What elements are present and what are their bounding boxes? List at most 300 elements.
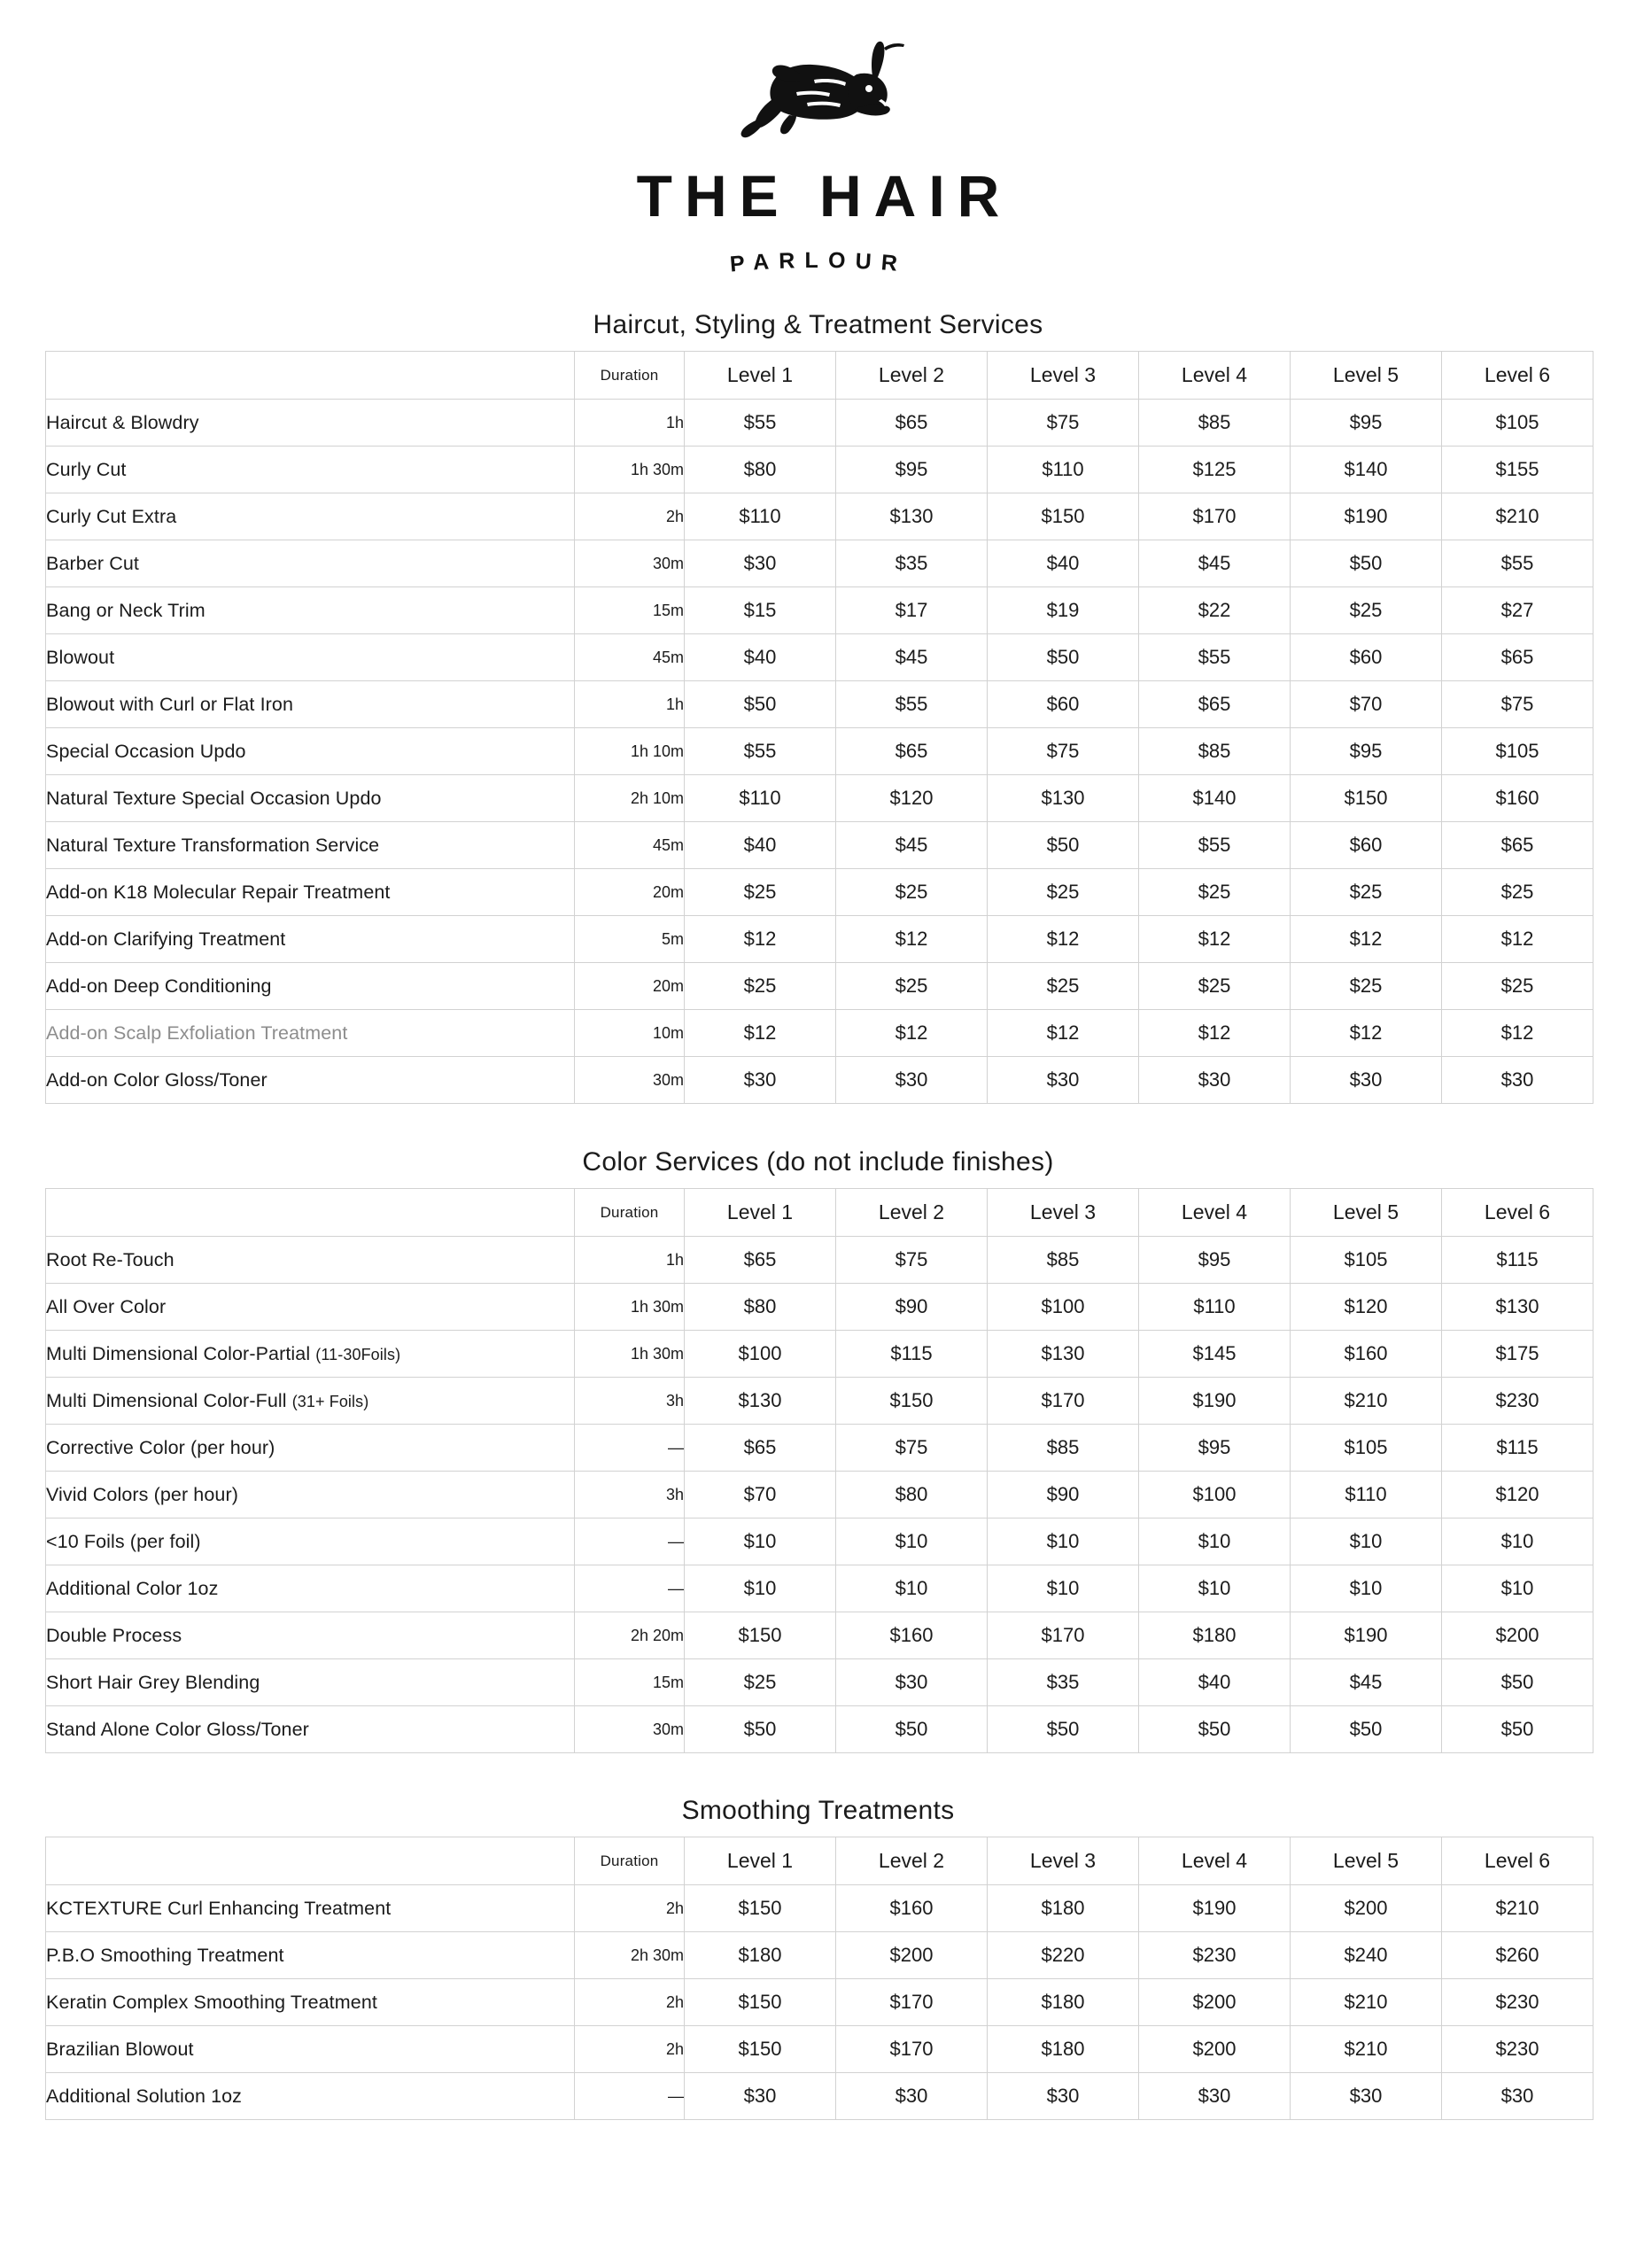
price-level-4: $170 (1139, 493, 1291, 540)
price-level-1: $40 (685, 634, 836, 681)
smoothing-table-body (46, 1885, 1593, 2120)
price-level-4: $110 (1139, 1284, 1291, 1331)
service-name: Additional Solution 1oz (46, 2073, 575, 2120)
price-level-4: $40 (1139, 1659, 1291, 1706)
price-level-1: $12 (685, 916, 836, 963)
price-level-1: $80 (685, 1284, 836, 1331)
service-duration: 1h 10m (575, 728, 685, 775)
price-level-6: $55 (1442, 540, 1593, 587)
table-row (46, 1378, 1593, 1425)
price-level-4: $12 (1139, 916, 1291, 963)
price-level-1: $55 (685, 400, 836, 447)
service-duration: 1h 30m (575, 447, 685, 493)
price-level-5: $95 (1291, 400, 1442, 447)
price-level-3: $30 (988, 2073, 1139, 2120)
table-row (46, 1284, 1593, 1331)
column-header-duration: Duration (575, 352, 685, 400)
table-row (46, 1331, 1593, 1378)
table-row (46, 1979, 1593, 2026)
price-level-4: $65 (1139, 681, 1291, 728)
table-row (46, 1612, 1593, 1659)
table-row (46, 2026, 1593, 2073)
price-level-2: $130 (836, 493, 988, 540)
service-duration: 2h 10m (575, 775, 685, 822)
price-level-5: $50 (1291, 1706, 1442, 1753)
price-level-3: $30 (988, 1057, 1139, 1104)
service-name: Multi Dimensional Color-Partial (11-30Foils) (46, 1331, 575, 1378)
price-level-6: $115 (1442, 1425, 1593, 1472)
service-name: Curly Cut (46, 447, 575, 493)
price-level-2: $12 (836, 916, 988, 963)
price-level-5: $50 (1291, 540, 1442, 587)
service-duration: — (575, 1425, 685, 1472)
table-header-row (46, 1837, 1593, 1885)
brand-subtitle (45, 248, 1591, 284)
table-row (46, 447, 1593, 493)
column-header-level-6: Level 6 (1442, 1837, 1593, 1885)
price-level-3: $50 (988, 1706, 1139, 1753)
price-level-6: $10 (1442, 1565, 1593, 1612)
column-header-level-4: Level 4 (1139, 352, 1291, 400)
price-level-1: $25 (685, 963, 836, 1010)
price-level-1: $150 (685, 1979, 836, 2026)
table-row (46, 1659, 1593, 1706)
price-level-3: $150 (988, 493, 1139, 540)
table-row (46, 1706, 1593, 1753)
column-header-level-1: Level 1 (685, 1189, 836, 1237)
price-level-1: $180 (685, 1932, 836, 1979)
service-name: Special Occasion Updo (46, 728, 575, 775)
price-level-1: $25 (685, 869, 836, 916)
service-name-detail: (31+ Foils) (291, 1392, 369, 1410)
table-row (46, 1932, 1593, 1979)
service-name: Additional Color 1oz (46, 1565, 575, 1612)
price-level-1: $40 (685, 822, 836, 869)
haircut-table-body (46, 400, 1593, 1104)
column-header-duration: Duration (575, 1189, 685, 1237)
service-name: Double Process (46, 1612, 575, 1659)
service-name: Natural Texture Transformation Service (46, 822, 575, 869)
price-level-2: $35 (836, 540, 988, 587)
price-level-6: $27 (1442, 587, 1593, 634)
column-header-level-5: Level 5 (1291, 352, 1442, 400)
price-level-4: $55 (1139, 822, 1291, 869)
price-level-1: $10 (685, 1518, 836, 1565)
table-row (46, 869, 1593, 916)
service-name: Haircut & Blowdry (46, 400, 575, 447)
price-level-4: $85 (1139, 728, 1291, 775)
column-header-level-6: Level 6 (1442, 1189, 1593, 1237)
table-row (46, 1472, 1593, 1518)
table-header-row (46, 1189, 1593, 1237)
price-level-5: $150 (1291, 775, 1442, 822)
price-level-4: $22 (1139, 587, 1291, 634)
service-name: Bang or Neck Trim (46, 587, 575, 634)
table-row (46, 728, 1593, 775)
table-row (46, 400, 1593, 447)
column-header-level-3: Level 3 (988, 1837, 1139, 1885)
service-duration: — (575, 1518, 685, 1565)
price-level-2: $120 (836, 775, 988, 822)
service-name-detail: (11-30Foils) (315, 1345, 401, 1363)
price-level-4: $30 (1139, 1057, 1291, 1104)
table-row (46, 1057, 1593, 1104)
price-level-4: $50 (1139, 1706, 1291, 1753)
brand-header (45, 0, 1591, 284)
price-level-2: $30 (836, 2073, 988, 2120)
price-level-4: $10 (1139, 1518, 1291, 1565)
column-header-level-6: Level 6 (1442, 352, 1593, 400)
price-level-5: $190 (1291, 493, 1442, 540)
service-name: Multi Dimensional Color-Full (31+ Foils) (46, 1378, 575, 1425)
price-level-1: $150 (685, 2026, 836, 2073)
price-level-5: $210 (1291, 1378, 1442, 1425)
service-name: Add-on Color Gloss/Toner (46, 1057, 575, 1104)
column-header-level-4: Level 4 (1139, 1189, 1291, 1237)
price-level-6: $160 (1442, 775, 1593, 822)
price-level-1: $10 (685, 1565, 836, 1612)
column-header-level-1: Level 1 (685, 352, 836, 400)
price-level-6: $30 (1442, 2073, 1593, 2120)
price-level-6: $230 (1442, 2026, 1593, 2073)
price-level-3: $110 (988, 447, 1139, 493)
service-name: KCTEXTURE Curl Enhancing Treatment (46, 1885, 575, 1932)
price-level-4: $145 (1139, 1331, 1291, 1378)
service-duration: 1h (575, 400, 685, 447)
price-level-6: $105 (1442, 728, 1593, 775)
column-header-level-5: Level 5 (1291, 1837, 1442, 1885)
price-level-5: $190 (1291, 1612, 1442, 1659)
price-level-6: $155 (1442, 447, 1593, 493)
service-name: Add-on Deep Conditioning (46, 963, 575, 1010)
table-row (46, 1885, 1593, 1932)
price-level-2: $10 (836, 1518, 988, 1565)
service-duration: 45m (575, 822, 685, 869)
price-level-1: $100 (685, 1331, 836, 1378)
table-row (46, 963, 1593, 1010)
price-level-1: $65 (685, 1425, 836, 1472)
price-level-6: $75 (1442, 681, 1593, 728)
price-level-3: $100 (988, 1284, 1139, 1331)
price-level-1: $30 (685, 540, 836, 587)
price-level-6: $200 (1442, 1612, 1593, 1659)
service-duration: 30m (575, 1057, 685, 1104)
price-level-2: $160 (836, 1612, 988, 1659)
price-level-2: $12 (836, 1010, 988, 1057)
price-level-6: $50 (1442, 1706, 1593, 1753)
column-header-level-3: Level 3 (988, 1189, 1139, 1237)
price-level-5: $210 (1291, 1979, 1442, 2026)
price-level-5: $110 (1291, 1472, 1442, 1518)
price-level-3: $130 (988, 1331, 1139, 1378)
price-level-5: $240 (1291, 1932, 1442, 1979)
price-level-3: $180 (988, 1979, 1139, 2026)
price-level-6: $25 (1442, 963, 1593, 1010)
price-level-1: $55 (685, 728, 836, 775)
price-level-1: $70 (685, 1472, 836, 1518)
price-level-3: $12 (988, 1010, 1139, 1057)
service-duration: 1h (575, 681, 685, 728)
table-row (46, 1237, 1593, 1284)
price-level-2: $75 (836, 1237, 988, 1284)
section-title-smoothing: Smoothing Treatments (681, 1796, 955, 1825)
price-level-2: $150 (836, 1378, 988, 1425)
price-level-2: $95 (836, 447, 988, 493)
service-name: Stand Alone Color Gloss/Toner (46, 1706, 575, 1753)
service-duration: 30m (575, 540, 685, 587)
price-level-2: $90 (836, 1284, 988, 1331)
service-name: Add-on Clarifying Treatment (46, 916, 575, 963)
price-level-3: $170 (988, 1612, 1139, 1659)
service-name: Short Hair Grey Blending (46, 1659, 575, 1706)
service-duration: 2h 20m (575, 1612, 685, 1659)
price-level-5: $200 (1291, 1885, 1442, 1932)
column-header-level-2: Level 2 (836, 1837, 988, 1885)
column-header-level-4: Level 4 (1139, 1837, 1291, 1885)
service-duration: 15m (575, 587, 685, 634)
price-level-2: $17 (836, 587, 988, 634)
service-duration: 3h (575, 1472, 685, 1518)
service-name: Add-on K18 Molecular Repair Treatment (46, 869, 575, 916)
price-level-2: $170 (836, 2026, 988, 2073)
price-level-1: $110 (685, 493, 836, 540)
price-level-3: $180 (988, 2026, 1139, 2073)
price-level-4: $25 (1139, 963, 1291, 1010)
service-name: Brazilian Blowout (46, 2026, 575, 2073)
service-duration: 2h (575, 1885, 685, 1932)
column-header-duration: Duration (575, 1837, 685, 1885)
price-level-6: $12 (1442, 916, 1593, 963)
price-level-4: $190 (1139, 1885, 1291, 1932)
price-level-4: $45 (1139, 540, 1291, 587)
price-level-1: $12 (685, 1010, 836, 1057)
color-services-table (45, 1188, 1593, 1753)
price-level-2: $160 (836, 1885, 988, 1932)
service-name: Keratin Complex Smoothing Treatment (46, 1979, 575, 2026)
service-name: Blowout (46, 634, 575, 681)
price-level-5: $160 (1291, 1331, 1442, 1378)
service-duration: 45m (575, 634, 685, 681)
price-level-2: $80 (836, 1472, 988, 1518)
price-level-4: $200 (1139, 2026, 1291, 2073)
price-level-1: $150 (685, 1885, 836, 1932)
price-level-6: $260 (1442, 1932, 1593, 1979)
rabbit-logo-icon (708, 39, 929, 145)
price-level-3: $25 (988, 963, 1139, 1010)
column-header-level-2: Level 2 (836, 352, 988, 400)
price-level-4: $95 (1139, 1237, 1291, 1284)
price-level-5: $25 (1291, 587, 1442, 634)
price-level-3: $40 (988, 540, 1139, 587)
service-name: Barber Cut (46, 540, 575, 587)
price-level-4: $12 (1139, 1010, 1291, 1057)
price-level-1: $110 (685, 775, 836, 822)
price-level-5: $70 (1291, 681, 1442, 728)
service-name: Blowout with Curl or Flat Iron (46, 681, 575, 728)
service-name: <10 Foils (per foil) (46, 1518, 575, 1565)
table-row (46, 822, 1593, 869)
price-level-6: $50 (1442, 1659, 1593, 1706)
price-level-1: $130 (685, 1378, 836, 1425)
service-duration: 2h (575, 2026, 685, 2073)
price-level-6: $115 (1442, 1237, 1593, 1284)
price-level-6: $65 (1442, 634, 1593, 681)
price-level-2: $45 (836, 634, 988, 681)
color-table-body (46, 1237, 1593, 1753)
price-level-5: $30 (1291, 1057, 1442, 1104)
service-duration: 1h 30m (575, 1284, 685, 1331)
service-name: All Over Color (46, 1284, 575, 1331)
price-level-4: $10 (1139, 1565, 1291, 1612)
price-level-6: $120 (1442, 1472, 1593, 1518)
price-level-1: $15 (685, 587, 836, 634)
price-level-2: $170 (836, 1979, 988, 2026)
price-level-5: $10 (1291, 1518, 1442, 1565)
column-header-level-2: Level 2 (836, 1189, 988, 1237)
price-level-4: $55 (1139, 634, 1291, 681)
price-level-6: $12 (1442, 1010, 1593, 1057)
price-level-6: $210 (1442, 1885, 1593, 1932)
price-level-5: $12 (1291, 1010, 1442, 1057)
brand-name: THE HAIR (636, 163, 1012, 229)
price-level-4: $125 (1139, 447, 1291, 493)
price-level-2: $10 (836, 1565, 988, 1612)
service-name: Natural Texture Special Occasion Updo (46, 775, 575, 822)
price-level-3: $220 (988, 1932, 1139, 1979)
service-duration: — (575, 2073, 685, 2120)
price-level-3: $50 (988, 822, 1139, 869)
price-level-3: $50 (988, 634, 1139, 681)
price-level-4: $140 (1139, 775, 1291, 822)
price-level-6: $230 (1442, 1979, 1593, 2026)
price-level-2: $115 (836, 1331, 988, 1378)
service-duration: 2h (575, 493, 685, 540)
service-name: Vivid Colors (per hour) (46, 1472, 575, 1518)
price-level-1: $65 (685, 1237, 836, 1284)
table-header-row (46, 352, 1593, 400)
service-duration: — (575, 1565, 685, 1612)
service-name: Curly Cut Extra (46, 493, 575, 540)
table-row (46, 681, 1593, 728)
service-name: Root Re-Touch (46, 1237, 575, 1284)
price-level-6: $105 (1442, 400, 1593, 447)
price-level-6: $25 (1442, 869, 1593, 916)
price-level-5: $12 (1291, 916, 1442, 963)
price-level-3: $75 (988, 400, 1139, 447)
price-level-2: $75 (836, 1425, 988, 1472)
service-name: P.B.O Smoothing Treatment (46, 1932, 575, 1979)
price-level-6: $30 (1442, 1057, 1593, 1104)
service-duration: 2h (575, 1979, 685, 2026)
price-level-5: $105 (1291, 1237, 1442, 1284)
price-level-4: $85 (1139, 400, 1291, 447)
price-level-5: $60 (1291, 822, 1442, 869)
price-level-1: $50 (685, 1706, 836, 1753)
price-level-1: $30 (685, 1057, 836, 1104)
table-row (46, 775, 1593, 822)
service-name: Add-on Scalp Exfoliation Treatment (46, 1010, 575, 1057)
section-title-haircut: Haircut, Styling & Treatment Services (593, 310, 1043, 339)
table-row (46, 587, 1593, 634)
price-level-2: $50 (836, 1706, 988, 1753)
price-level-3: $130 (988, 775, 1139, 822)
price-level-5: $210 (1291, 2026, 1442, 2073)
price-level-3: $19 (988, 587, 1139, 634)
price-level-6: $10 (1442, 1518, 1593, 1565)
price-level-2: $30 (836, 1659, 988, 1706)
price-level-1: $80 (685, 447, 836, 493)
service-duration: 10m (575, 1010, 685, 1057)
price-level-4: $180 (1139, 1612, 1291, 1659)
column-header-service (46, 1189, 575, 1237)
table-row (46, 540, 1593, 587)
price-level-2: $25 (836, 963, 988, 1010)
price-level-3: $35 (988, 1659, 1139, 1706)
price-level-3: $75 (988, 728, 1139, 775)
table-row (46, 634, 1593, 681)
price-level-3: $60 (988, 681, 1139, 728)
price-level-6: $130 (1442, 1284, 1593, 1331)
price-level-1: $25 (685, 1659, 836, 1706)
price-level-5: $95 (1291, 728, 1442, 775)
price-level-3: $10 (988, 1518, 1139, 1565)
price-level-1: $30 (685, 2073, 836, 2120)
service-duration: 5m (575, 916, 685, 963)
price-level-2: $65 (836, 400, 988, 447)
price-level-6: $175 (1442, 1331, 1593, 1378)
service-duration: 2h 30m (575, 1932, 685, 1979)
svg-text:PARLOUR: PARLOUR (728, 248, 908, 277)
price-level-5: $60 (1291, 634, 1442, 681)
price-level-5: $25 (1291, 869, 1442, 916)
price-level-2: $200 (836, 1932, 988, 1979)
price-level-4: $25 (1139, 869, 1291, 916)
column-header-level-3: Level 3 (988, 352, 1139, 400)
service-duration: 30m (575, 1706, 685, 1753)
table-row (46, 1010, 1593, 1057)
price-level-5: $45 (1291, 1659, 1442, 1706)
price-level-2: $55 (836, 681, 988, 728)
table-row (46, 2073, 1593, 2120)
column-header-service (46, 1837, 575, 1885)
price-level-3: $10 (988, 1565, 1139, 1612)
service-duration: 3h (575, 1378, 685, 1425)
table-row (46, 1518, 1593, 1565)
price-level-4: $30 (1139, 2073, 1291, 2120)
price-level-6: $230 (1442, 1378, 1593, 1425)
section-title-color: Color Services (do not include finishes) (582, 1147, 1054, 1177)
column-header-level-1: Level 1 (685, 1837, 836, 1885)
table-row (46, 1425, 1593, 1472)
price-level-5: $25 (1291, 963, 1442, 1010)
service-duration: 15m (575, 1659, 685, 1706)
smoothing-treatments-table (45, 1837, 1593, 2120)
price-level-3: $85 (988, 1425, 1139, 1472)
price-level-3: $25 (988, 869, 1139, 916)
price-level-5: $10 (1291, 1565, 1442, 1612)
price-level-3: $85 (988, 1237, 1139, 1284)
price-level-3: $90 (988, 1472, 1139, 1518)
service-duration: 1h (575, 1237, 685, 1284)
column-header-service (46, 352, 575, 400)
table-row (46, 493, 1593, 540)
price-level-1: $150 (685, 1612, 836, 1659)
column-header-level-5: Level 5 (1291, 1189, 1442, 1237)
price-level-3: $12 (988, 916, 1139, 963)
price-level-5: $30 (1291, 2073, 1442, 2120)
price-level-2: $65 (836, 728, 988, 775)
table-row (46, 1565, 1593, 1612)
